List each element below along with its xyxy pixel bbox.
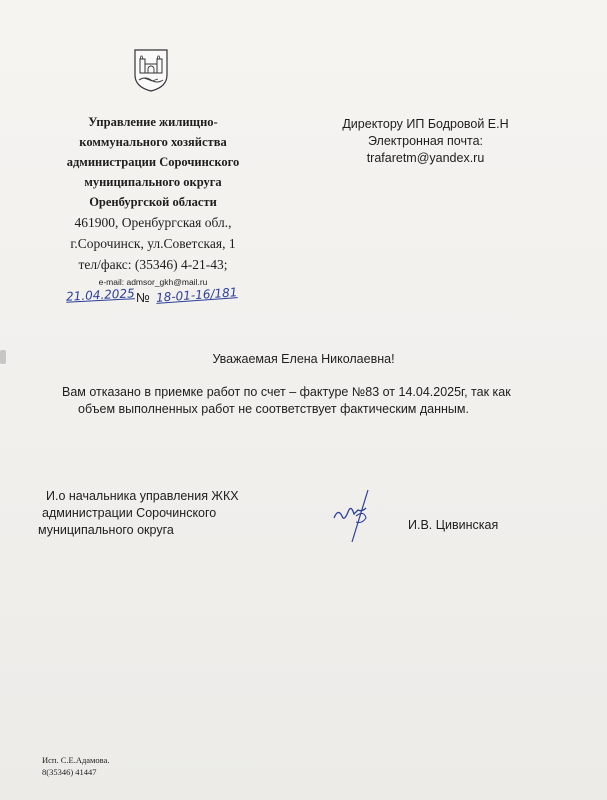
sender-org-line: Оренбургской области: [89, 195, 217, 209]
executor-name: Исп. С.Е.Адамова.: [42, 755, 110, 765]
executor-phone: 8(35346) 41447: [42, 767, 97, 777]
letter-body: [52, 384, 572, 418]
addressee-email: trafaretm@yandex.ru: [366, 151, 485, 165]
body-line: объем выполненных работ не соответствует фактическим данным.: [78, 402, 469, 416]
sender-org-line: муниципального округа: [84, 175, 222, 189]
sender-org-line: администрации Сорочинского: [66, 155, 240, 169]
registration-number-label: №: [136, 290, 150, 305]
sender-block: [38, 112, 268, 289]
signatory-position: [36, 488, 296, 539]
sender-org-line: коммунального хозяйства: [79, 135, 227, 149]
body-line: Вам отказано в приемке работ по счет – фактуре №83 от 14.04.2025г, так как: [62, 385, 511, 399]
addressee-line: Директору ИП Бодровой Е.Н: [342, 117, 509, 131]
signer-name: И.В. Цивинская: [408, 518, 499, 532]
sender-address-line: 461900, Оренбургская обл.,: [74, 215, 232, 230]
registration-line: [65, 285, 281, 312]
sender-phone-line: тел/факс: (35346) 4-21-43;: [78, 257, 228, 272]
addressee-line: Электронная почта:: [367, 134, 484, 148]
salutation: Уважаемая Елена Николаевна!: [212, 352, 395, 366]
position-line: муниципального округа: [38, 523, 174, 537]
addressee-block: [318, 116, 533, 167]
sender-address-line: г.Сорочинск, ул.Советская, 1: [70, 236, 236, 251]
sender-email: e-mail: admsor_gkh@mail.ru: [98, 277, 208, 287]
coat-of-arms-emblem: [132, 47, 170, 93]
executor-footer: [42, 754, 110, 778]
sender-org-line: Управление жилищно-: [88, 115, 218, 129]
registration-date: 21.04.2025: [65, 286, 136, 304]
handwritten-signature: [330, 486, 390, 546]
registration-number: 18-01-16/181: [155, 285, 238, 305]
position-line: И.о начальника управления ЖКХ: [46, 489, 239, 503]
position-line: администрации Сорочинского: [42, 506, 217, 520]
